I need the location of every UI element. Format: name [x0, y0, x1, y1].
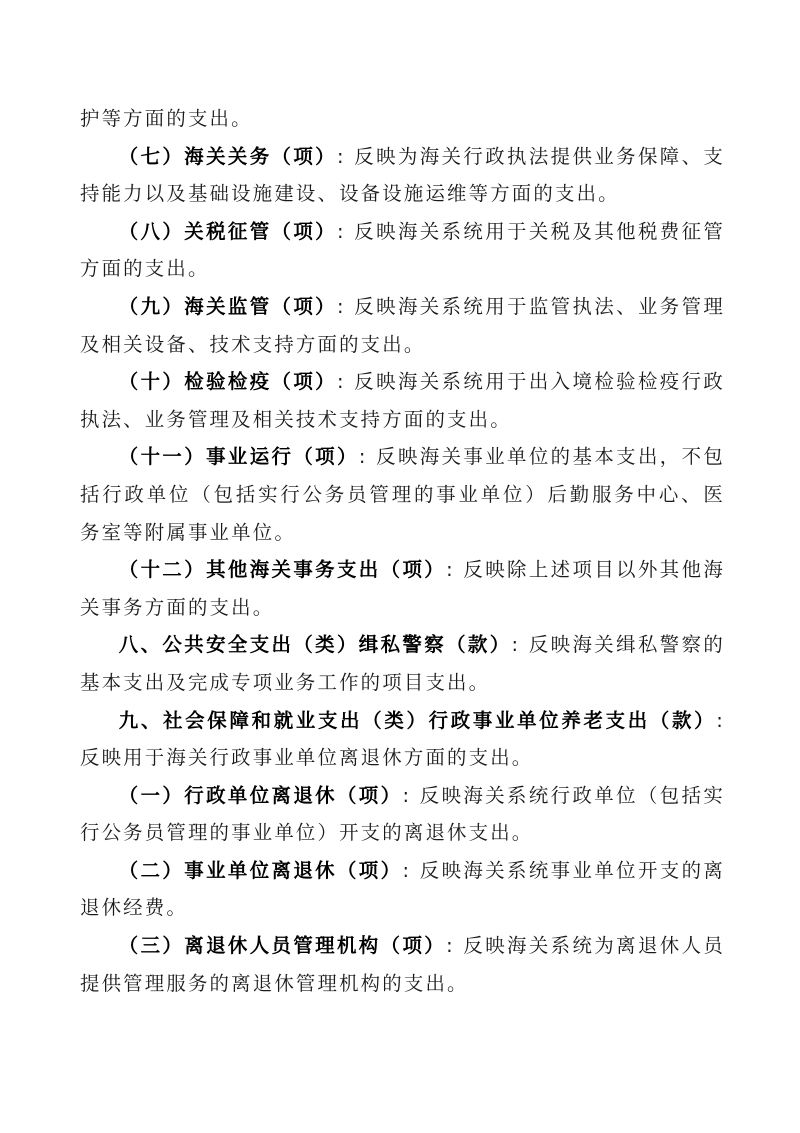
paragraph-heading: 九、社会保障和就业支出（类）行政事业单位养老支出（款） [118, 708, 717, 732]
paragraph-heading: （十二）其他海关事务支出（项） [118, 558, 447, 582]
paragraph-institution-retirement: （二）事业单位离退休（项）: 反映海关系统事业单位开支的离退休经费。 [80, 858, 725, 920]
paragraph-heading: 八、公共安全支出（类）缉私警察（款） [118, 633, 512, 657]
paragraph-continuation: 护等方面的支出。 [80, 107, 253, 130]
paragraph-heading: （十）检验检疫（项） [118, 370, 337, 394]
body-text [80, 100, 725, 1002]
paragraph-inspection-quarantine: （十）检验检疫（项）: 反映海关系统用于出入境检验检疫行政执法、业务管理及相关技术支持方面的支出。 [80, 370, 725, 431]
paragraph-heading: （九）海关监管（项） [118, 294, 337, 318]
paragraph-customs-supervision: （九）海关监管（项）: 反映海关系统用于监管执法、业务管理及相关设备、技术支持方面的支出。 [80, 294, 725, 356]
paragraph-institution-operation: （十一）事业运行（项）: 反映海关事业单位的基本支出，不包括行政单位（包括实行公务员管理的事业单位）后勤服务中心、医务室等附属事业单位。 [80, 445, 726, 544]
paragraph-heading: （十一）事业运行（项） [118, 445, 359, 469]
paragraph-admin-retirement: （一）行政单位离退休（项）: 反映海关系统行政单位（包括实行公务员管理的事业单位）开支的离退休支出。 [80, 783, 725, 845]
paragraph-retiree-management: （三）离退休人员管理机构（项）: 反映海关系统为离退休人员提供管理服务的离退休管理机构的支出。 [80, 934, 725, 995]
paragraph-heading: （八）关税征管（项） [118, 219, 337, 243]
paragraph-heading: （七）海关关务（项） [118, 144, 337, 168]
paragraph-social-security: 九、社会保障和就业支出（类）行政事业单位养老支出（款）: 反映用于海关行政事业单位离退休方面的支出。 [80, 708, 725, 770]
paragraph-other-customs-spending: （十二）其他海关事务支出（项）: 反映除上述项目以外其他海关事务方面的支出。 [80, 558, 725, 619]
paragraph-heading: （二）事业单位离退休（项） [118, 858, 403, 882]
paragraph-customs-affairs: （七）海关关务（项）: 反映为海关行政执法提供业务保障、支持能力以及基础设施建设、设备设施运维等方面的支出。 [80, 144, 725, 206]
paragraph-anti-smuggling-police: 八、公共安全支出（类）缉私警察（款）: 反映海关缉私警察的基本支出及完成专项业务工作的项目支出。 [80, 633, 725, 694]
paragraph-heading: （三）离退休人员管理机构（项） [118, 934, 447, 958]
paragraph-tariff-collection: （八）关税征管（项）: 反映海关系统用于关税及其他税费征管方面的支出。 [80, 219, 725, 281]
paragraph-heading: （一）行政单位离退休（项） [118, 783, 403, 807]
